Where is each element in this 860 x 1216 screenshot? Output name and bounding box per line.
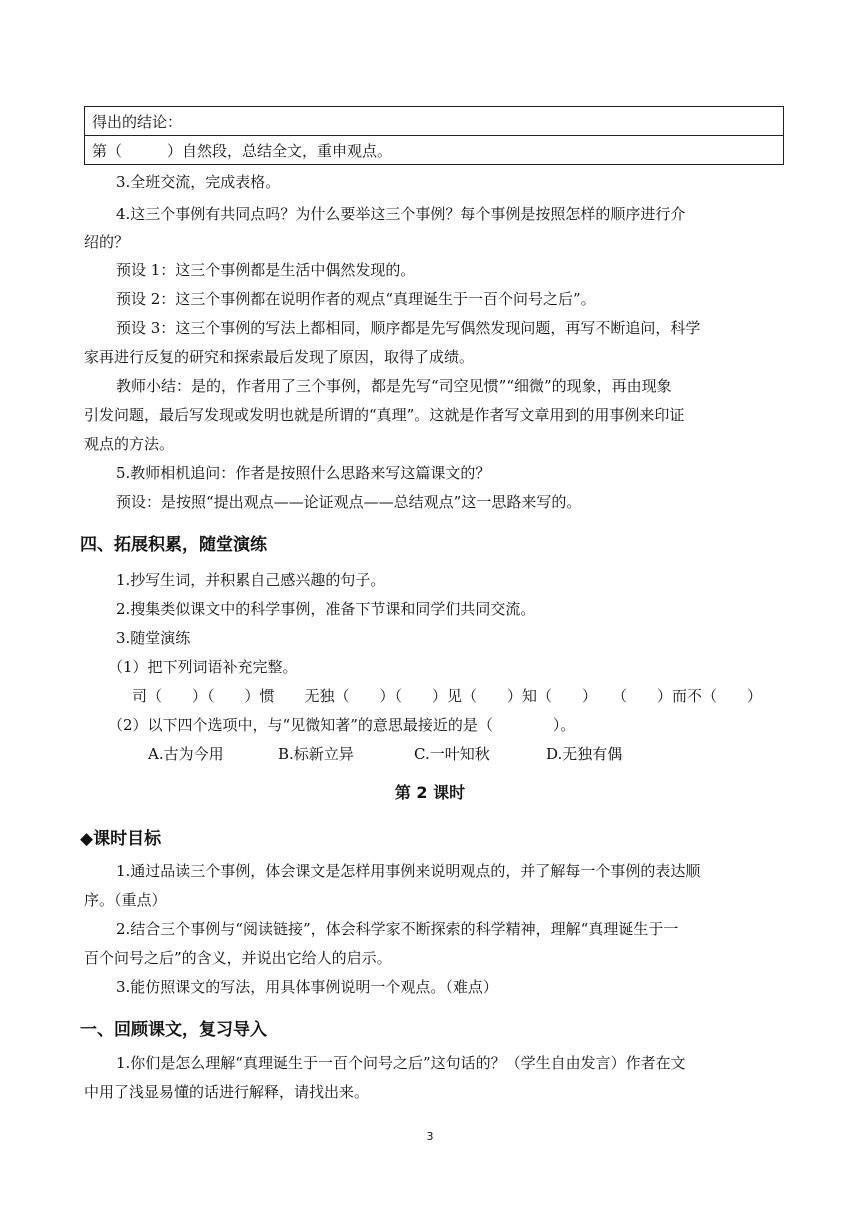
table-row-paragraph: 第（ ）自然段，总结全文，重申观点。 [85, 136, 784, 165]
text-line: 1.你们是怎么理解“真理诞生于一百个问号之后”这句话的？（学生自由发言）作者在文 [116, 1054, 686, 1072]
text-line: 教师小结：是的，作者用了三个事例，都是先写“司空见惯”“细微”的现象，再由现象 [116, 377, 672, 395]
text-line: 预设：是按照“提出观点——论证观点——总结观点”这一思路来写的。 [116, 493, 582, 511]
text-line: 观点的方法。 [84, 435, 175, 453]
text-line: 家再进行反复的研究和探索最后发现了原因，取得了成绩。 [84, 348, 475, 366]
list-item: （2）以下四个选项中，与“见微知著”的意思最接近的是（ ）。 [108, 716, 576, 734]
fill-in-blanks: 司（ ）（ ）惯 无独（ ）（ ）见（ ）知（ ） （ ）而不（ ） [132, 687, 763, 705]
text-line: 绍的？ [84, 233, 130, 251]
option-d: D.无独有偶 [546, 745, 623, 763]
text-line: 引发问题，最后写发现或发明也就是所谓的“真理”。这就是作者写文章用到的用事例来印证 [84, 406, 685, 424]
goal-line: 序。（重点） [84, 891, 167, 909]
goal-line: 2.结合三个事例与“阅读链接”，体会科学家不断探索的科学精神，理解“真理诞生于一 [116, 920, 679, 938]
list-item: 3.随堂演练 [116, 629, 191, 647]
list-item: 2.搜集类似课文中的科学事例，准备下节课和同学们共同交流。 [116, 600, 536, 618]
text-line: 预设 3：这三个事例的写法上都相同，顺序都是先写偶然发现问题，再写不断追问，科学 [116, 319, 701, 337]
table-row-conclusion: 得出的结论： [85, 107, 784, 136]
text-line: 3.全班交流，完成表格。 [116, 173, 281, 191]
lesson-title: 第 2 课时 [394, 783, 466, 802]
text-line: 4.这三个事例有共同点吗？为什么要举这三个事例？每个事例是按照怎样的顺序进行介 [116, 205, 686, 223]
option-a: A.古为今用 [148, 745, 224, 763]
option-b: B.标新立异 [278, 745, 354, 763]
goal-line: 1.通过品读三个事例，体会课文是怎样用事例来说明观点的，并了解每一个事例的表达顺 [116, 862, 701, 880]
conclusion-table [84, 106, 784, 165]
text-line: 预设 1：这三个事例都是生活中偶然发现的。 [116, 261, 416, 279]
text-line: 5.教师相机追问：作者是按照什么思路来写这篇课文的？ [116, 464, 491, 482]
page-number: 3 [426, 1130, 434, 1143]
goal-line: 3.能仿照课文的写法，用具体事例说明一个观点。（难点） [116, 978, 498, 996]
text-line: 中用了浅显易懂的话进行解释，请找出来。 [84, 1083, 370, 1101]
list-item: （1）把下列词语补充完整。 [108, 658, 298, 676]
option-c: C.一叶知秋 [414, 745, 490, 763]
section-heading: 一、回顾课文，复习导入 [80, 1020, 267, 1040]
goal-line: 百个问号之后”的含义，并说出它给人的启示。 [84, 949, 392, 967]
section-heading: 四、拓展积累，随堂演练 [80, 535, 267, 555]
list-item: 1.抄写生词，并积累自己感兴趣的句子。 [116, 571, 386, 589]
text-line: 预设 2：这三个事例都在说明作者的观点“真理诞生于一百个问号之后”。 [116, 290, 596, 308]
goals-heading: ◆课时目标 [80, 829, 162, 849]
